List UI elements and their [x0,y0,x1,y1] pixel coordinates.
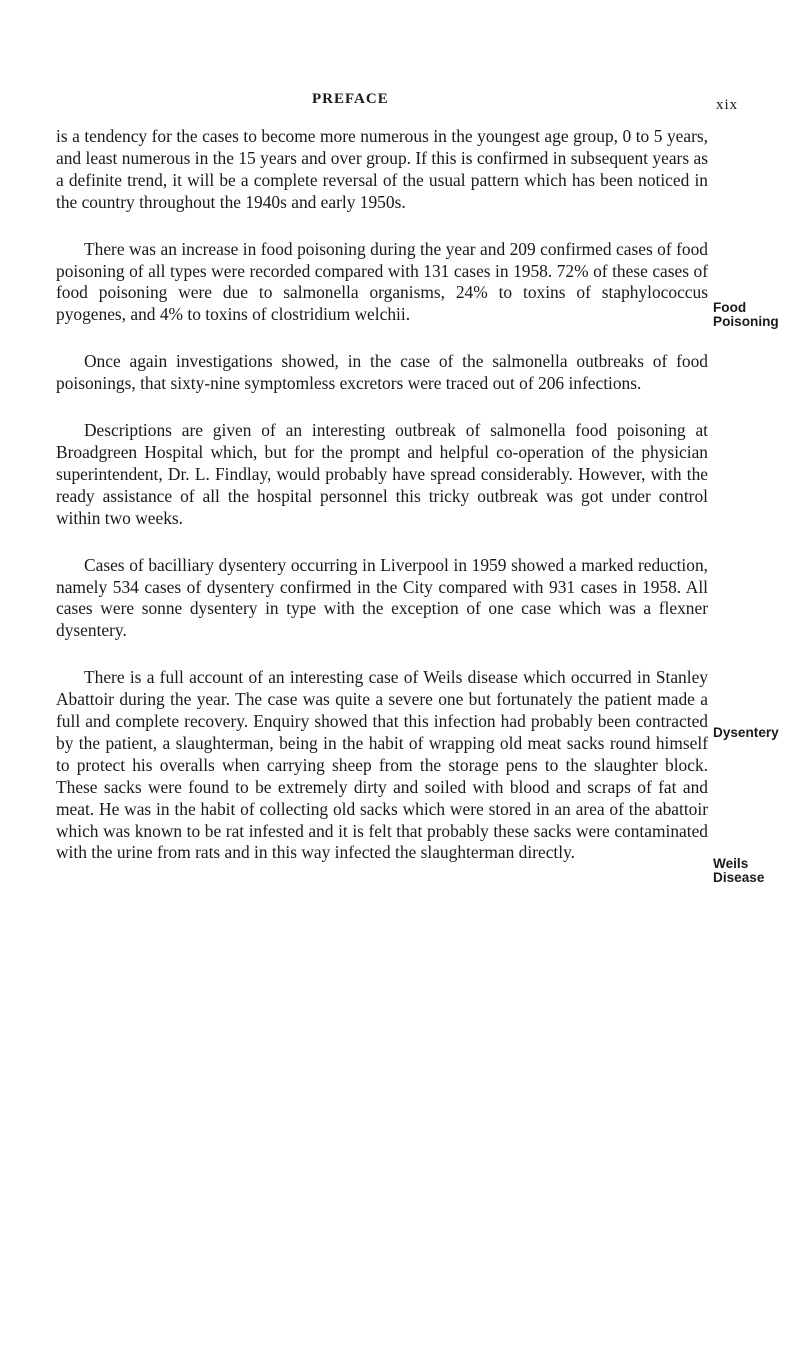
paragraph-broadgreen-outbreak: Descriptions are given of an interesting outbreak of salmonella food poisoning at Broadgreen Hospital which, but for the prompt and helpful co-operation of the physician superintendent, Dr. L. Findlay, would probably have spread considerably. However, with the ready assistance of all the hospital personnel this tricky outbreak was got under control within two weeks. [56,420,708,528]
margin-note-weils-disease [713,857,799,885]
margin-note-line: Dysentery [713,725,779,740]
margin-note-line: Disease [713,870,765,885]
running-head: PREFACE [312,91,389,107]
body-text [56,126,708,864]
paragraph-age-group-trend: is a tendency for the cases to become more numerous in the youngest age group, 0 to 5 years, and least numerous in the 15 years and over group. If this is confirmed in subsequent years as a definite trend, it will be a complete reversal of the usual pattern which has been noticed in the country throughout the 1940s and early 1950s. [56,126,708,212]
margin-note-line: Food [713,300,747,315]
paragraph-weils-disease: There is a full account of an interesting case of Weils disease which occurred in Stanley Abattoir during the year. The case was quite a severe one but fortunately the patient made a full and complete recovery. Enquiry showed that this infection had probably been contracted by the patient, a slaughterman, being in the habit of wrapping old meat sacks round himself to protect his overalls when carrying sheep from the storage pens to the slaughter block. These sacks were found to be extremely dirty and soiled with blood and scraps of fat and meat. He was in the habit of collecting old sacks which were stored in an area of the abattoir which was known to be rat infested and it is felt that probably these sacks were contaminated with the urine from rats and in this way infected the slaughterman directly. [56,667,708,863]
page-number: xix [716,97,739,113]
page-header [0,91,800,117]
paragraph-dysentery: Cases of bacilliary dysentery occurring in Liverpool in 1959 showed a marked reduction, namely 534 cases of dysentery confirmed in the City compared with 931 cases in 1958. All cases were sonne dysentery in type with the exception of one case which was a flexner dysentery. [56,554,708,641]
paragraph-food-poisoning: There was an increase in food poisoning during the year and 209 confirmed cases of food poisoning of all types were recorded compared with 131 cases in 1958. 72% of these cases of food poisoning were due to salmonella organisms, 24% to toxins of staphylococcus pyogenes, and 4% to toxins of clostridium welchii. [56,238,708,325]
paragraph-symptomless-excretors: Once again investigations showed, in the case of the salmonella outbreaks of food poisonings, that sixty-nine symptomless excretors were traced out of 206 infections. [56,351,708,394]
margin-note-line: Poisoning [713,314,779,329]
margin-note-dysentery [713,726,799,740]
margin-note-line: Weils [713,856,749,871]
margin-note-food-poisoning [713,301,799,329]
